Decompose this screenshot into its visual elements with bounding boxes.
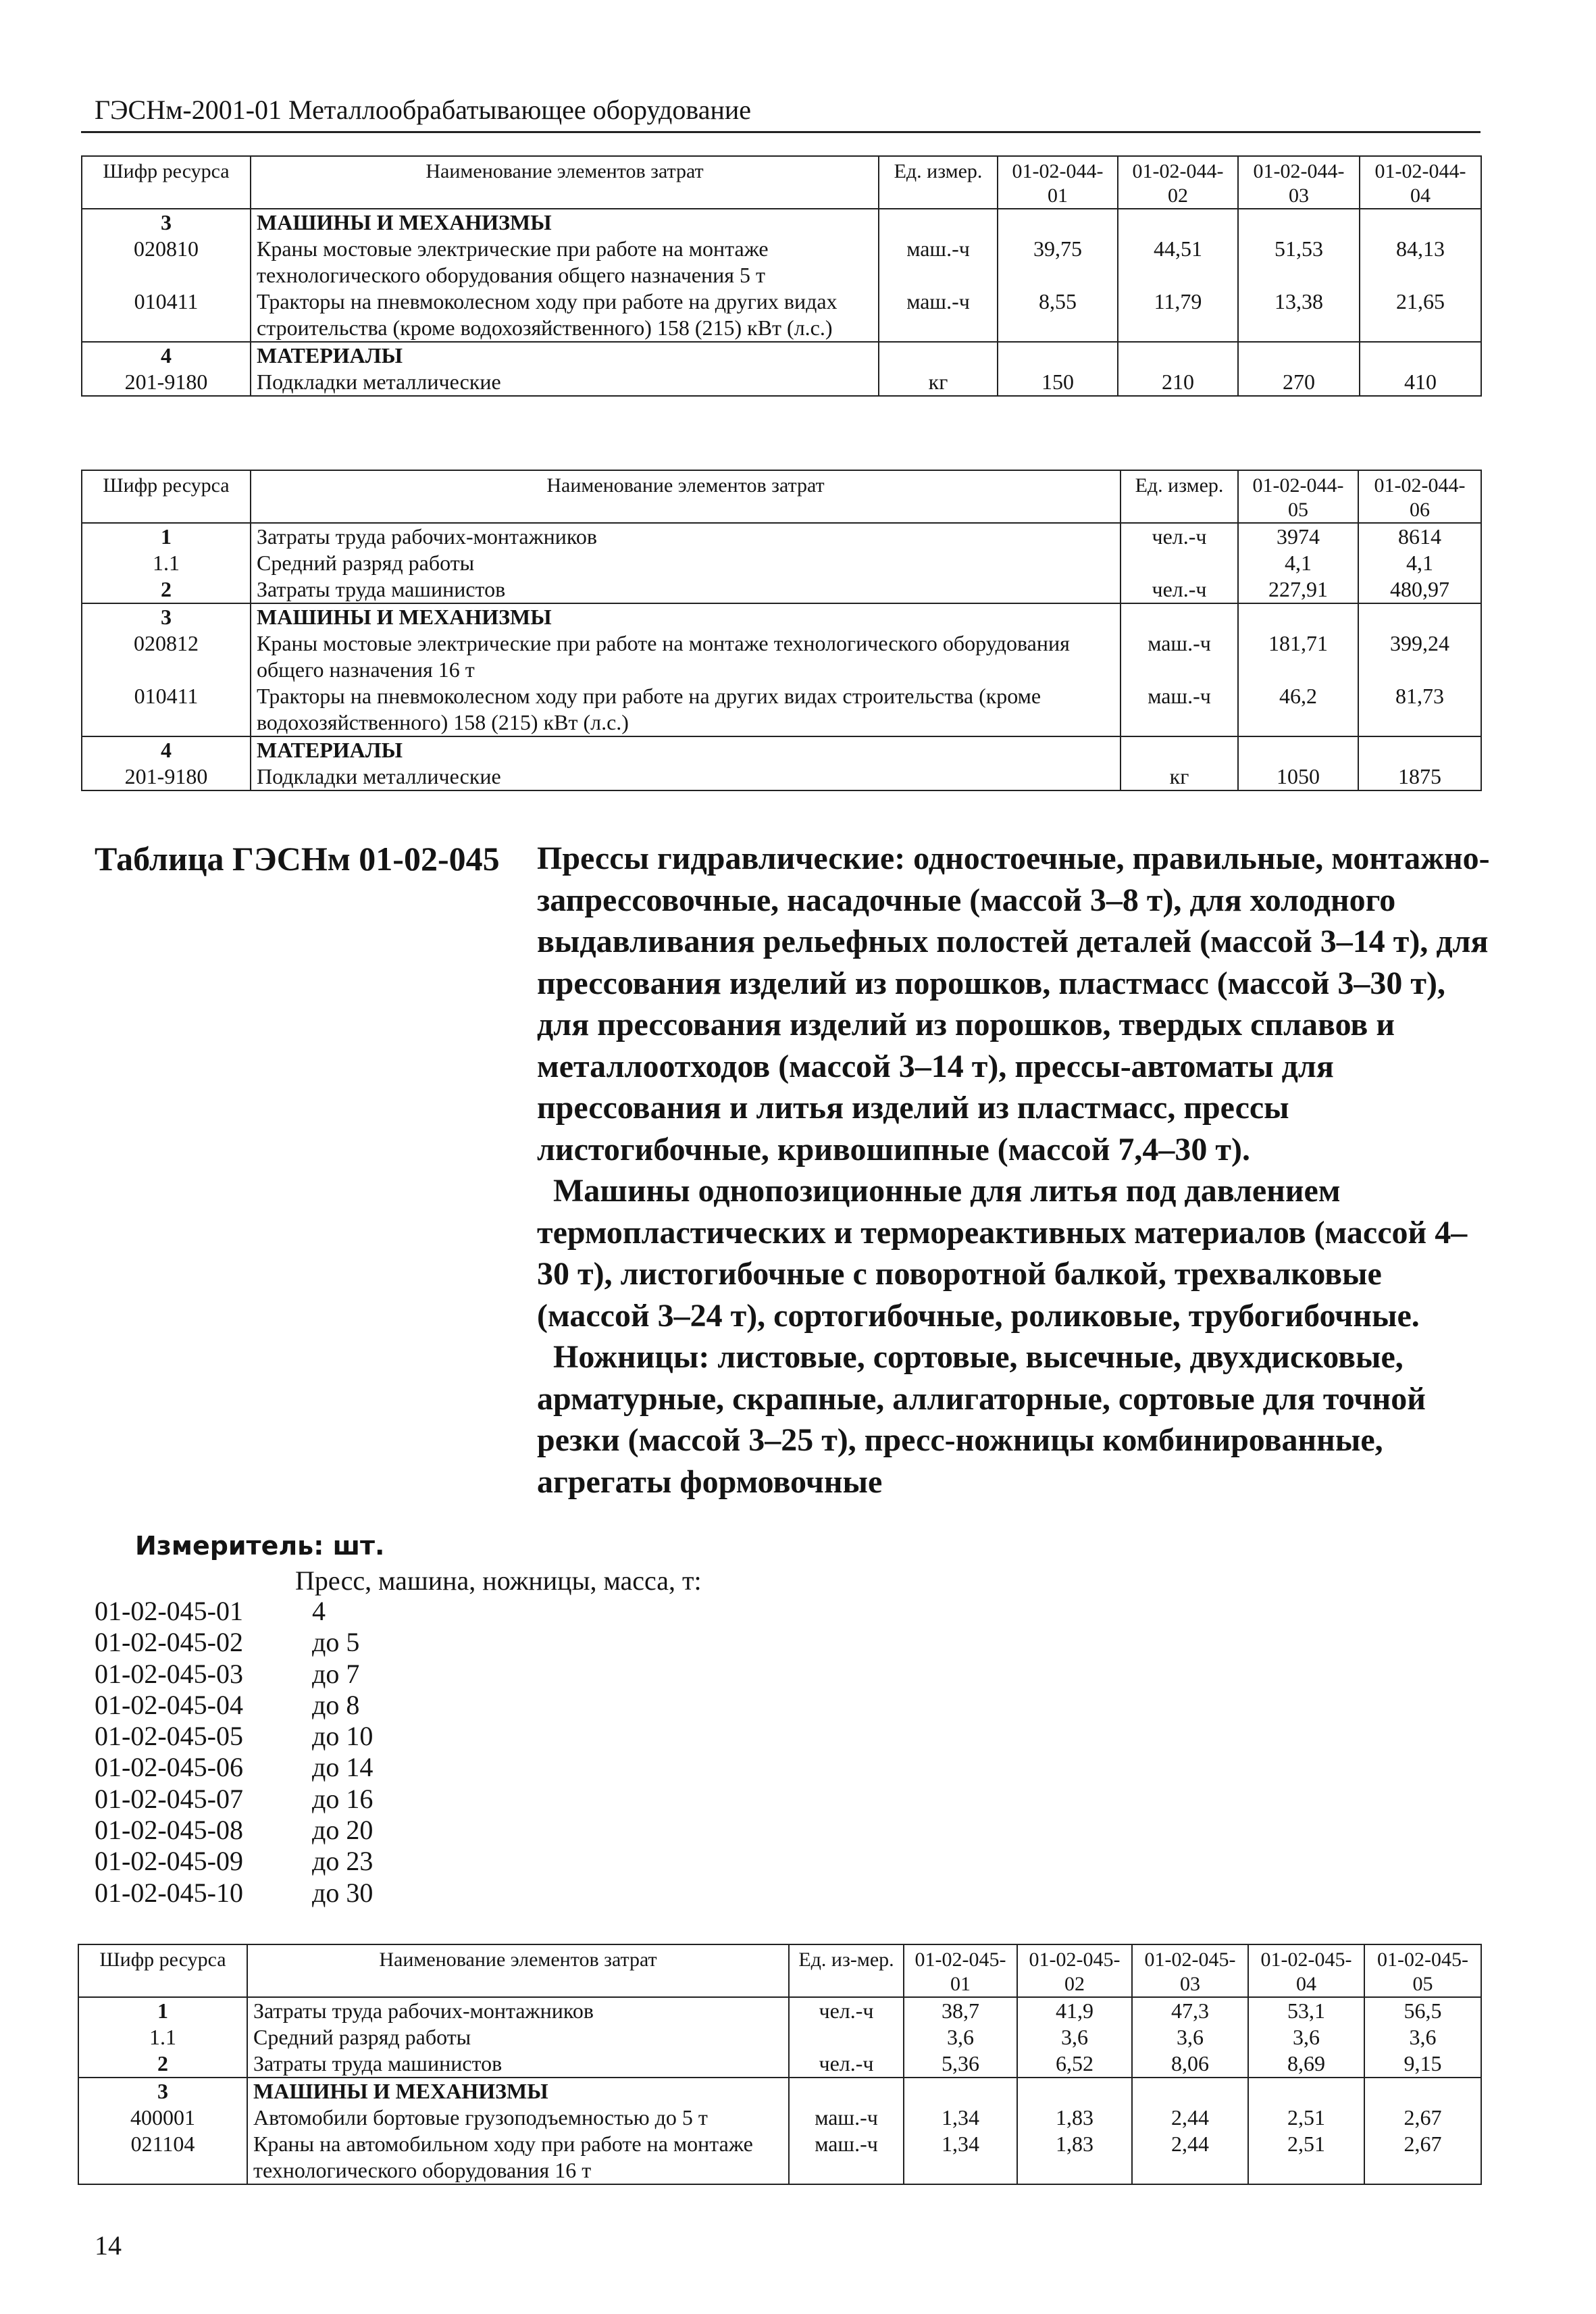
- resource-value: 3974: [1238, 523, 1358, 550]
- section-number: 3: [78, 2078, 247, 2105]
- resource-value: 3,6: [1017, 2024, 1132, 2051]
- spec-code: 01-02-045-02: [95, 1627, 243, 1658]
- resource-value: 210: [1118, 369, 1238, 396]
- header-cell: Шифр ресурса: [82, 470, 251, 523]
- list-item: [95, 1627, 373, 1658]
- section-row: [82, 342, 1481, 369]
- spec-column-header: Пресс, машина, ножницы, масса, т:: [295, 1565, 702, 1596]
- list-item: [95, 1721, 373, 1752]
- header-cell: Ед. измер.: [879, 156, 998, 209]
- list-item: [95, 1659, 373, 1690]
- resource-value: 46,2: [1238, 683, 1358, 736]
- resource-value: 1050: [1238, 763, 1358, 790]
- resource-value: 8,69: [1248, 2051, 1364, 2078]
- table-row: [82, 369, 1481, 396]
- meter-label: Измеритель: шт.: [135, 1531, 385, 1561]
- resource-unit: кг: [879, 369, 998, 396]
- resource-value: 11,79: [1118, 288, 1238, 342]
- resource-code: 1.1: [78, 2024, 247, 2051]
- resource-value: 6,52: [1017, 2051, 1132, 2078]
- resource-value: 181,71: [1238, 630, 1358, 683]
- header-cell: 01-02-044-05: [1238, 470, 1358, 523]
- resource-value: 3,6: [1248, 2024, 1364, 2051]
- resource-unit: кг: [1121, 763, 1238, 790]
- resource-value: 2,51: [1248, 2131, 1364, 2184]
- resource-value: 2,51: [1248, 2105, 1364, 2131]
- header-cell: 01-02-045-01: [904, 1944, 1017, 1997]
- description-paragraph: Машины однопозиционные для литья под давлением термопластических и термореактивных материалов (массой 4–30 т), листогибочные с поворотной балкой, трехвалковые (массой 3–24 т), сортогибочные, роликовые, трубогибочные.: [537, 1173, 1468, 1334]
- section-title: МАШИНЫ И МЕХАНИЗМЫ: [247, 2078, 789, 2105]
- spec-value: до 8: [312, 1689, 360, 1720]
- table-row: [78, 2131, 1481, 2184]
- resource-name: Краны мостовые электрические при работе на монтаже технологического оборудования общего назначения 16 т: [251, 630, 1121, 683]
- resource-value: 480,97: [1358, 576, 1481, 603]
- page-header: ГЭСНм-2001-01 Металлообрабатывающее оборудование: [95, 95, 752, 125]
- resource-name: Средний разряд работы: [251, 550, 1121, 576]
- resource-name: Затраты труда машинистов: [251, 576, 1121, 603]
- resource-unit: маш.-ч: [789, 2131, 904, 2184]
- header-cell: Наименование элементов затрат: [247, 1944, 789, 1997]
- resource-code: 2: [82, 576, 251, 603]
- resource-value: 5,36: [904, 2051, 1017, 2078]
- table-row: [78, 2105, 1481, 2131]
- section-number: 4: [82, 342, 251, 369]
- resource-value: 1,83: [1017, 2105, 1132, 2131]
- header-cell: 01-02-044-06: [1358, 470, 1481, 523]
- resource-value: 399,24: [1358, 630, 1481, 683]
- resource-value: 1875: [1358, 763, 1481, 790]
- resource-value: 150: [998, 369, 1118, 396]
- table-row: [82, 236, 1481, 288]
- section-title: МАШИНЫ И МЕХАНИЗМЫ: [251, 209, 879, 236]
- resource-value: 44,51: [1118, 236, 1238, 288]
- resource-value: 1,83: [1017, 2131, 1132, 2184]
- resource-code: 010411: [82, 288, 251, 342]
- resource-value: 8614: [1358, 523, 1481, 550]
- resource-name: Автомобили бортовые грузоподъемностью до 5 т: [247, 2105, 789, 2131]
- resource-unit: [1121, 550, 1238, 576]
- resource-name: Средний разряд работы: [247, 2024, 789, 2051]
- table-header-row: [78, 1944, 1481, 1997]
- table-row: [82, 576, 1481, 603]
- header-cell: 01-02-044-02: [1118, 156, 1238, 209]
- spec-list: [95, 1596, 373, 1909]
- resource-code: 1: [82, 523, 251, 550]
- spec-code: 01-02-045-09: [95, 1846, 243, 1877]
- resource-value: 13,38: [1238, 288, 1360, 342]
- resource-value: 1,34: [904, 2131, 1017, 2184]
- resource-value: 51,53: [1238, 236, 1360, 288]
- table-row: [82, 763, 1481, 790]
- spec-value: до 23: [312, 1846, 374, 1877]
- resource-unit: маш.-ч: [879, 288, 998, 342]
- table-row: [82, 630, 1481, 683]
- spec-value: до 20: [312, 1815, 374, 1846]
- spec-value: до 16: [312, 1783, 374, 1814]
- table-01-02-044-a: [81, 155, 1482, 397]
- resource-unit: маш.-ч: [879, 236, 998, 288]
- table-01-02-044-b: [81, 470, 1482, 791]
- header-cell: 01-02-045-03: [1132, 1944, 1248, 1997]
- resource-value: 56,5: [1364, 1997, 1481, 2024]
- table-row: [82, 550, 1481, 576]
- resource-value: 8,06: [1132, 2051, 1248, 2078]
- resource-value: 2,67: [1364, 2105, 1481, 2131]
- spec-code: 01-02-045-07: [95, 1783, 243, 1814]
- description-paragraph: Прессы гидравлические: одностоечные, правильные, монтажно-запрессовочные, насадочные (массой 3–8 т), для холодного выдавливания рельефных полостей деталей (массой 3–14 т), для прессования изделий из порошков, пластмасс (массой 3–30 т), для прессования изделий из порошков, твердых сплавов и металлоотходов (массой 3–14 т), прессы-автоматы для прессования и литья изделий из пластмасс, прессы листогибочные, кривошипные (массой 7,4–30 т).: [537, 840, 1490, 1167]
- resource-value: 21,65: [1360, 288, 1481, 342]
- resource-code: 1: [78, 1997, 247, 2024]
- list-item: [95, 1846, 373, 1877]
- list-item: [95, 1690, 373, 1721]
- resource-unit: чел.-ч: [1121, 523, 1238, 550]
- resource-value: 47,3: [1132, 1997, 1248, 2024]
- table-row: [82, 288, 1481, 342]
- table-01-02-045: [78, 1944, 1482, 2185]
- section-title: МАШИНЫ И МЕХАНИЗМЫ: [251, 603, 1121, 630]
- table-title: Таблица ГЭСНм 01-02-045: [95, 840, 500, 878]
- resource-value: 39,75: [998, 236, 1118, 288]
- resource-unit: чел.-ч: [789, 2051, 904, 2078]
- header-cell: Шифр ресурса: [78, 1944, 247, 1997]
- list-item: [95, 1784, 373, 1815]
- header-cell: 01-02-044-03: [1238, 156, 1360, 209]
- header-cell: Ед. измер.: [1121, 470, 1238, 523]
- section-row: [78, 2078, 1481, 2105]
- resource-code: 1.1: [82, 550, 251, 576]
- table-header-row: [82, 156, 1481, 209]
- spec-value: 4: [312, 1596, 326, 1626]
- header-cell: 01-02-045-02: [1017, 1944, 1132, 1997]
- resource-code: 2: [78, 2051, 247, 2078]
- spec-value: до 5: [312, 1627, 360, 1658]
- spec-code: 01-02-045-05: [95, 1721, 243, 1752]
- resource-value: 38,7: [904, 1997, 1017, 2024]
- section-row: [82, 603, 1481, 630]
- resource-value: 4,1: [1238, 550, 1358, 576]
- resource-code: 021104: [78, 2131, 247, 2184]
- resource-value: 3,6: [904, 2024, 1017, 2051]
- list-item: [95, 1752, 373, 1783]
- header-cell: Ед. из-мер.: [789, 1944, 904, 1997]
- description-paragraph: Ножницы: листовые, сортовые, высечные, двухдисковые, арматурные, скрапные, аллигаторные, сортовые для точной резки (массой 3–25 т), пресс-ножницы комбинированные, агрегаты формовочные: [537, 1339, 1426, 1500]
- spec-code: 01-02-045-03: [95, 1658, 243, 1689]
- resource-unit: маш.-ч: [789, 2105, 904, 2131]
- header-rule: [81, 131, 1481, 133]
- table-row: [78, 1997, 1481, 2024]
- spec-value: до 30: [312, 1877, 374, 1908]
- header-cell: 01-02-045-04: [1248, 1944, 1364, 1997]
- spec-value: до 14: [312, 1752, 374, 1783]
- resource-code: 400001: [78, 2105, 247, 2131]
- resource-name: Затраты труда рабочих-монтажников: [247, 1997, 789, 2024]
- resource-value: 2,44: [1132, 2105, 1248, 2131]
- resource-code: 201-9180: [82, 369, 251, 396]
- header-cell: 01-02-045-05: [1364, 1944, 1481, 1997]
- spec-code: 01-02-045-08: [95, 1815, 243, 1846]
- table-row: [78, 2024, 1481, 2051]
- section-row: [82, 209, 1481, 236]
- resource-code: 201-9180: [82, 763, 251, 790]
- resource-value: 41,9: [1017, 1997, 1132, 2024]
- resource-name: Затраты труда машинистов: [247, 2051, 789, 2078]
- resource-name: Краны на автомобильном ходу при работе на монтаже технологического оборудования 16 т: [247, 2131, 789, 2184]
- resource-name: Тракторы на пневмоколесном ходу при работе на других видах строительства (кроме водохозяйственного) 158 (215) кВт (л.с.): [251, 288, 879, 342]
- table-row: [82, 523, 1481, 550]
- resource-value: 3,6: [1364, 2024, 1481, 2051]
- section-title: МАТЕРИАЛЫ: [251, 342, 879, 369]
- resource-value: 84,13: [1360, 236, 1481, 288]
- resource-value: 2,67: [1364, 2131, 1481, 2184]
- section-number: 3: [82, 603, 251, 630]
- spec-code: 01-02-045-06: [95, 1752, 243, 1783]
- header-cell: Шифр ресурса: [82, 156, 251, 209]
- resource-name: Подкладки металлические: [251, 763, 1121, 790]
- resource-code: 010411: [82, 683, 251, 736]
- list-item: [95, 1815, 373, 1846]
- section-number: 4: [82, 736, 251, 763]
- resource-value: 53,1: [1248, 1997, 1364, 2024]
- resource-unit: чел.-ч: [1121, 576, 1238, 603]
- resource-value: 2,44: [1132, 2131, 1248, 2184]
- resource-unit: маш.-ч: [1121, 630, 1238, 683]
- list-item: [95, 1878, 373, 1909]
- resource-name: Краны мостовые электрические при работе на монтаже технологического оборудования общего назначения 5 т: [251, 236, 879, 288]
- header-cell: 01-02-044-01: [998, 156, 1118, 209]
- resource-code: 020812: [82, 630, 251, 683]
- table-row: [82, 683, 1481, 736]
- spec-value: до 7: [312, 1658, 360, 1689]
- resource-name: Подкладки металлические: [251, 369, 879, 396]
- resource-value: 4,1: [1358, 550, 1481, 576]
- header-cell: Наименование элементов затрат: [251, 156, 879, 209]
- resource-value: 410: [1360, 369, 1481, 396]
- resource-unit: [789, 2024, 904, 2051]
- table-row: [78, 2051, 1481, 2078]
- resource-value: 81,73: [1358, 683, 1481, 736]
- table-description: [537, 838, 1496, 1503]
- resource-value: 270: [1238, 369, 1360, 396]
- resource-value: 9,15: [1364, 2051, 1481, 2078]
- section-number: 3: [82, 209, 251, 236]
- spec-code: 01-02-045-10: [95, 1877, 243, 1908]
- list-item: [95, 1596, 373, 1627]
- header-cell: 01-02-044-04: [1360, 156, 1481, 209]
- spec-code: 01-02-045-01: [95, 1596, 243, 1626]
- section-title: МАТЕРИАЛЫ: [251, 736, 1121, 763]
- resource-code: 020810: [82, 236, 251, 288]
- resource-value: 3,6: [1132, 2024, 1248, 2051]
- spec-code: 01-02-045-04: [95, 1689, 243, 1720]
- spec-value: до 10: [312, 1721, 374, 1752]
- resource-value: 227,91: [1238, 576, 1358, 603]
- resource-value: 8,55: [998, 288, 1118, 342]
- header-cell: Наименование элементов затрат: [251, 470, 1121, 523]
- resource-name: Тракторы на пневмоколесном ходу при работе на других видах строительства (кроме водохозяйственного) 158 (215) кВт (л.с.): [251, 683, 1121, 736]
- resource-value: 1,34: [904, 2105, 1017, 2131]
- resource-unit: чел.-ч: [789, 1997, 904, 2024]
- table-header-row: [82, 470, 1481, 523]
- section-row: [82, 736, 1481, 763]
- resource-unit: маш.-ч: [1121, 683, 1238, 736]
- resource-name: Затраты труда рабочих-монтажников: [251, 523, 1121, 550]
- page-number: 14: [95, 2230, 122, 2261]
